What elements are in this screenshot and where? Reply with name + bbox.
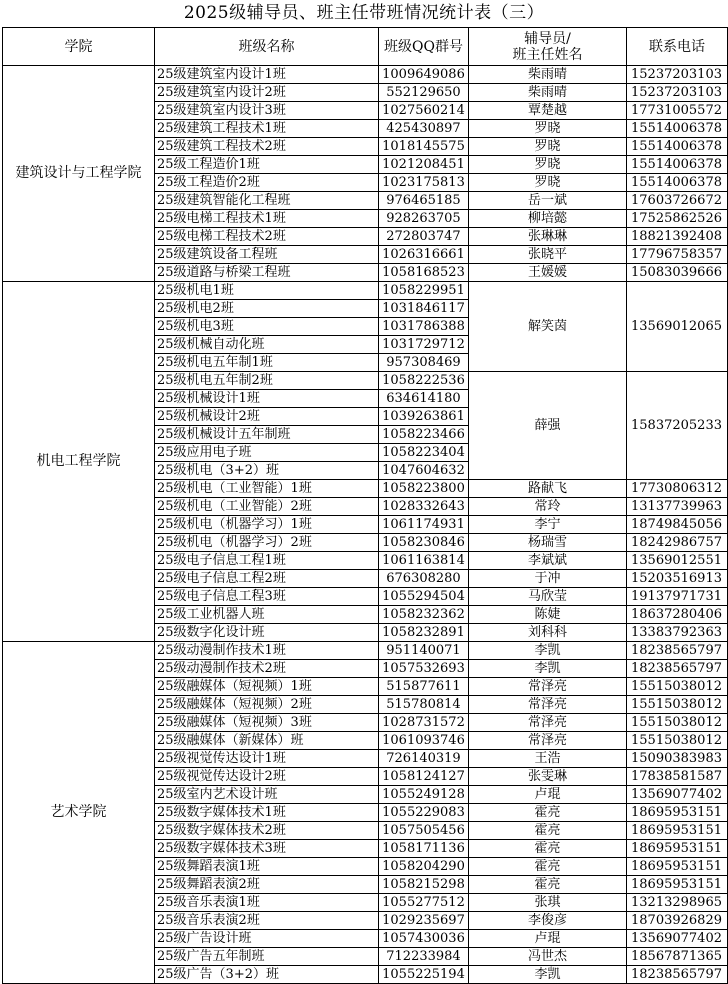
header-teacher-line1: 辅导员/ [524, 30, 571, 47]
teacher-name-cell: 常玲 [469, 498, 627, 516]
phone-cell: 13569077402 [627, 786, 728, 804]
qq-group-cell: 1057505456 [379, 822, 469, 840]
qq-group-cell: 1055294504 [379, 588, 469, 606]
class-name-cell: 25级电梯工程技术2班 [155, 228, 379, 246]
header-qq-group: 班级QQ群号 [379, 28, 469, 66]
qq-group-cell: 1031786388 [379, 318, 469, 336]
teacher-name-cell: 张琪 [469, 894, 627, 912]
teacher-name-cell: 李斌斌 [469, 552, 627, 570]
class-name-cell: 25级音乐表演1班 [155, 894, 379, 912]
teacher-name-cell: 张琳琳 [469, 228, 627, 246]
class-name-cell: 25级融媒体（新媒体）班 [155, 732, 379, 750]
qq-group-cell: 1028731572 [379, 714, 469, 732]
teacher-name-cell: 常泽亮 [469, 678, 627, 696]
teacher-name-cell: 马欣莹 [469, 588, 627, 606]
class-name-cell: 25级融媒体（短视频）2班 [155, 696, 379, 714]
class-name-cell: 25级建筑智能化工程班 [155, 192, 379, 210]
class-name-cell: 25级建筑工程技术1班 [155, 120, 379, 138]
class-name-cell: 25级机电2班 [155, 300, 379, 318]
qq-group-cell: 1047604632 [379, 462, 469, 480]
qq-group-cell: 1058215298 [379, 876, 469, 894]
phone-cell: 15514006378 [627, 120, 728, 138]
class-name-cell: 25级机电（机器学习）2班 [155, 534, 379, 552]
qq-group-cell: 515877611 [379, 678, 469, 696]
class-name-cell: 25级机电（工业智能）2班 [155, 498, 379, 516]
phone-cell: 13137739963 [627, 498, 728, 516]
teacher-name-cell: 霍亮 [469, 840, 627, 858]
phone-cell: 19137971731 [627, 588, 728, 606]
phone-cell: 18821392408 [627, 228, 728, 246]
qq-group-cell: 726140319 [379, 750, 469, 768]
qq-group-cell: 272803747 [379, 228, 469, 246]
phone-cell: 18695953151 [627, 876, 728, 894]
table-row [3, 282, 728, 300]
phone-cell: 15515038012 [627, 678, 728, 696]
class-name-cell: 25级机电五年制1班 [155, 354, 379, 372]
teacher-name-cell: 解笑茵 [469, 282, 627, 372]
class-name-cell: 25级动漫制作技术2班 [155, 660, 379, 678]
qq-group-cell: 976465185 [379, 192, 469, 210]
qq-group-cell: 1058223800 [379, 480, 469, 498]
phone-cell: 15837205233 [627, 372, 728, 480]
phone-cell: 18749845056 [627, 516, 728, 534]
class-name-cell: 25级机械设计五年制班 [155, 426, 379, 444]
qq-group-cell: 1058223466 [379, 426, 469, 444]
table-row [3, 642, 728, 660]
qq-group-cell: 515780814 [379, 696, 469, 714]
header-teacher-line2: 班主任姓名 [512, 46, 583, 63]
qq-group-cell: 1055229083 [379, 804, 469, 822]
header-teacher [469, 28, 627, 66]
teacher-name-cell: 罗晓 [469, 156, 627, 174]
teacher-name-cell: 卢琨 [469, 786, 627, 804]
qq-group-cell: 1061174931 [379, 516, 469, 534]
qq-group-cell: 951140071 [379, 642, 469, 660]
phone-cell: 17730806312 [627, 480, 728, 498]
qq-group-cell: 1026316661 [379, 246, 469, 264]
teacher-name-cell: 罗晓 [469, 138, 627, 156]
teacher-name-cell: 李凯 [469, 660, 627, 678]
class-name-cell: 25级机电3班 [155, 318, 379, 336]
phone-cell: 13569012065 [627, 282, 728, 372]
phone-cell: 17796758357 [627, 246, 728, 264]
qq-group-cell: 425430897 [379, 120, 469, 138]
qq-group-cell: 1057532693 [379, 660, 469, 678]
phone-cell: 13569077402 [627, 930, 728, 948]
class-name-cell: 25级视觉传达设计1班 [155, 750, 379, 768]
qq-group-cell: 1058232891 [379, 624, 469, 642]
qq-group-cell: 1055225194 [379, 966, 469, 984]
page-title: 2025级辅导员、班主任带班情况统计表（三） [183, 3, 545, 23]
teacher-name-cell: 覃楚越 [469, 102, 627, 120]
class-name-cell: 25级机电1班 [155, 282, 379, 300]
college-cell: 机电工程学院 [3, 282, 155, 642]
class-name-cell: 25级建筑工程技术2班 [155, 138, 379, 156]
qq-group-cell: 1039263861 [379, 408, 469, 426]
phone-cell: 18242986757 [627, 534, 728, 552]
qq-group-cell: 1058222536 [379, 372, 469, 390]
phone-cell: 18637280406 [627, 606, 728, 624]
phone-cell: 17731005572 [627, 102, 728, 120]
header-row [3, 28, 728, 66]
college-cell: 建筑设计与工程学院 [3, 66, 155, 282]
phone-cell: 15237203103 [627, 66, 728, 84]
header-phone: 联系电话 [627, 28, 728, 66]
teacher-name-cell: 柴雨晴 [469, 66, 627, 84]
header-college: 学院 [3, 28, 155, 66]
class-name-cell: 25级工业机器人班 [155, 606, 379, 624]
qq-group-cell: 1058171136 [379, 840, 469, 858]
teacher-name-cell: 刘科科 [469, 624, 627, 642]
teacher-name-cell: 王浩 [469, 750, 627, 768]
class-name-cell: 25级建筑室内设计2班 [155, 84, 379, 102]
qq-group-cell: 1061093746 [379, 732, 469, 750]
class-name-cell: 25级机械自动化班 [155, 336, 379, 354]
qq-group-cell: 957308469 [379, 354, 469, 372]
class-name-cell: 25级融媒体（短视频）1班 [155, 678, 379, 696]
class-name-cell: 25级舞蹈表演1班 [155, 858, 379, 876]
qq-group-cell: 1028332643 [379, 498, 469, 516]
teacher-name-cell: 薛强 [469, 372, 627, 480]
class-name-cell: 25级动漫制作技术1班 [155, 642, 379, 660]
phone-cell: 18238565797 [627, 966, 728, 984]
phone-cell: 15237203103 [627, 84, 728, 102]
qq-group-cell: 1009649086 [379, 66, 469, 84]
qq-group-cell: 1057430036 [379, 930, 469, 948]
teacher-name-cell: 罗晓 [469, 174, 627, 192]
teacher-name-cell: 杨瑞雪 [469, 534, 627, 552]
phone-cell: 18695953151 [627, 822, 728, 840]
phone-cell: 18567871365 [627, 948, 728, 966]
class-name-cell: 25级数字媒体技术2班 [155, 822, 379, 840]
phone-cell: 15515038012 [627, 696, 728, 714]
teacher-name-cell: 罗晓 [469, 120, 627, 138]
qq-group-cell: 1061163814 [379, 552, 469, 570]
phone-cell: 15514006378 [627, 156, 728, 174]
teacher-name-cell: 霍亮 [469, 822, 627, 840]
qq-group-cell: 1058204290 [379, 858, 469, 876]
class-name-cell: 25级工程造价2班 [155, 174, 379, 192]
class-name-cell: 25级建筑设备工程班 [155, 246, 379, 264]
header-class-name: 班级名称 [155, 28, 379, 66]
teacher-name-cell: 卢琨 [469, 930, 627, 948]
teacher-name-cell: 柳培懿 [469, 210, 627, 228]
qq-group-cell: 1058223404 [379, 444, 469, 462]
teacher-name-cell: 李凯 [469, 642, 627, 660]
teacher-name-cell: 张雯琳 [469, 768, 627, 786]
class-name-cell: 25级电子信息工程3班 [155, 588, 379, 606]
class-name-cell: 25级电梯工程技术1班 [155, 210, 379, 228]
class-name-cell: 25级数字媒体技术3班 [155, 840, 379, 858]
class-name-cell: 25级机电（3+2）班 [155, 462, 379, 480]
table-row [3, 66, 728, 84]
teacher-name-cell: 柴雨晴 [469, 84, 627, 102]
qq-group-cell: 1029235697 [379, 912, 469, 930]
class-name-cell: 25级建筑室内设计1班 [155, 66, 379, 84]
qq-group-cell: 552129650 [379, 84, 469, 102]
qq-group-cell: 1031846117 [379, 300, 469, 318]
class-name-cell: 25级数字化设计班 [155, 624, 379, 642]
phone-cell: 13383792363 [627, 624, 728, 642]
phone-cell: 15515038012 [627, 732, 728, 750]
roster-table [2, 27, 728, 984]
phone-cell: 18703926829 [627, 912, 728, 930]
qq-group-cell: 712233984 [379, 948, 469, 966]
phone-cell: 17838581587 [627, 768, 728, 786]
phone-cell: 18695953151 [627, 804, 728, 822]
teacher-name-cell: 王媛媛 [469, 264, 627, 282]
teacher-name-cell: 岳一斌 [469, 192, 627, 210]
class-name-cell: 25级融媒体（短视频）3班 [155, 714, 379, 732]
qq-group-cell: 634614180 [379, 390, 469, 408]
qq-group-cell: 1058230846 [379, 534, 469, 552]
phone-cell: 18238565797 [627, 660, 728, 678]
class-name-cell: 25级广告（3+2）班 [155, 966, 379, 984]
qq-group-cell: 1058168523 [379, 264, 469, 282]
class-name-cell: 25级应用电子班 [155, 444, 379, 462]
phone-cell: 17603726672 [627, 192, 728, 210]
college-cell: 艺术学院 [3, 642, 155, 984]
qq-group-cell: 1031729712 [379, 336, 469, 354]
class-name-cell: 25级工程造价1班 [155, 156, 379, 174]
class-name-cell: 25级机电（工业智能）1班 [155, 480, 379, 498]
class-name-cell: 25级广告五年制班 [155, 948, 379, 966]
class-name-cell: 25级机械设计1班 [155, 390, 379, 408]
phone-cell: 13213298965 [627, 894, 728, 912]
teacher-name-cell: 常泽亮 [469, 714, 627, 732]
class-name-cell: 25级数字媒体技术1班 [155, 804, 379, 822]
teacher-name-cell: 霍亮 [469, 858, 627, 876]
qq-group-cell: 1058232362 [379, 606, 469, 624]
teacher-name-cell: 冯世杰 [469, 948, 627, 966]
teacher-name-cell: 常泽亮 [469, 732, 627, 750]
phone-cell: 15083039666 [627, 264, 728, 282]
qq-group-cell: 1058124127 [379, 768, 469, 786]
class-name-cell: 25级电子信息工程1班 [155, 552, 379, 570]
phone-cell: 18695953151 [627, 858, 728, 876]
class-name-cell: 25级广告设计班 [155, 930, 379, 948]
class-name-cell: 25级室内艺术设计班 [155, 786, 379, 804]
class-name-cell: 25级视觉传达设计2班 [155, 768, 379, 786]
class-name-cell: 25级机电（机器学习）1班 [155, 516, 379, 534]
phone-cell: 15514006378 [627, 174, 728, 192]
class-name-cell: 25级建筑室内设计3班 [155, 102, 379, 120]
qq-group-cell: 1021208451 [379, 156, 469, 174]
qq-group-cell: 676308280 [379, 570, 469, 588]
class-name-cell: 25级道路与桥梁工程班 [155, 264, 379, 282]
teacher-name-cell: 李宁 [469, 516, 627, 534]
teacher-name-cell: 于冲 [469, 570, 627, 588]
qq-group-cell: 1027560214 [379, 102, 469, 120]
teacher-name-cell: 李凯 [469, 966, 627, 984]
qq-group-cell: 928263705 [379, 210, 469, 228]
class-name-cell: 25级舞蹈表演2班 [155, 876, 379, 894]
phone-cell: 18238565797 [627, 642, 728, 660]
phone-cell: 15203516913 [627, 570, 728, 588]
qq-group-cell: 1018145575 [379, 138, 469, 156]
phone-cell: 18695953151 [627, 840, 728, 858]
teacher-name-cell: 霍亮 [469, 876, 627, 894]
phone-cell: 15515038012 [627, 714, 728, 732]
class-name-cell: 25级电子信息工程2班 [155, 570, 379, 588]
phone-cell: 15514006378 [627, 138, 728, 156]
teacher-name-cell: 张晓平 [469, 246, 627, 264]
phone-cell: 15090383983 [627, 750, 728, 768]
teacher-name-cell: 路献飞 [469, 480, 627, 498]
phone-cell: 13569012551 [627, 552, 728, 570]
teacher-name-cell: 霍亮 [469, 804, 627, 822]
class-name-cell: 25级机电五年制2班 [155, 372, 379, 390]
phone-cell: 17525862526 [627, 210, 728, 228]
qq-group-cell: 1055277512 [379, 894, 469, 912]
teacher-name-cell: 常泽亮 [469, 696, 627, 714]
teacher-name-cell: 陈婕 [469, 606, 627, 624]
class-name-cell: 25级音乐表演2班 [155, 912, 379, 930]
class-name-cell: 25级机械设计2班 [155, 408, 379, 426]
teacher-name-cell: 李俊彦 [469, 912, 627, 930]
qq-group-cell: 1055249128 [379, 786, 469, 804]
qq-group-cell: 1023175813 [379, 174, 469, 192]
qq-group-cell: 1058229951 [379, 282, 469, 300]
